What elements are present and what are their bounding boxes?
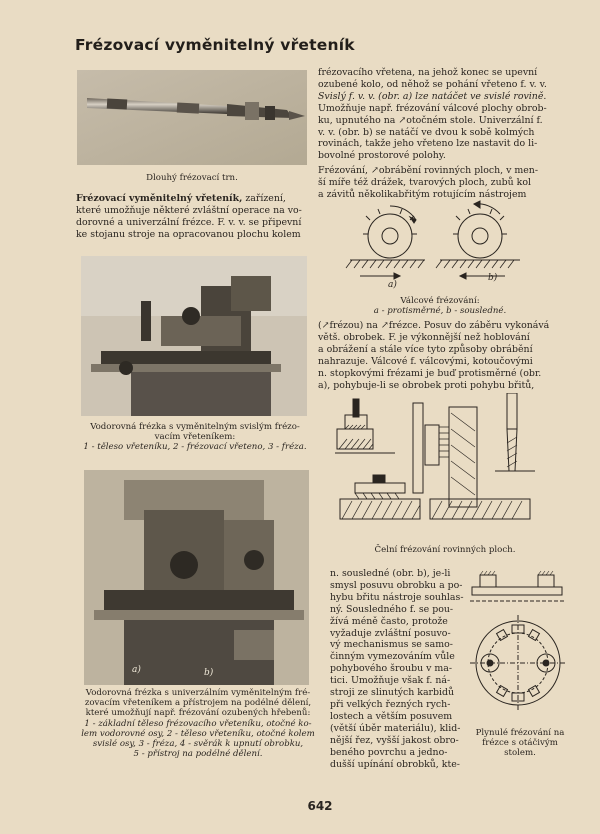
text-line: a), pohybuje-li se obrobek proti pohybu břitů, <box>318 379 535 391</box>
text-line: při velkých řezných rych- <box>330 698 451 710</box>
machine-image-b <box>84 470 309 685</box>
text-line: Svislý f. v. v. (obr. a) lze natáčet ve svislé rovině. <box>318 90 547 102</box>
machine-photo-b <box>84 470 309 685</box>
arbor-photo <box>77 70 307 165</box>
text-line: vyžaduje zvláštní posuvo- <box>330 627 451 639</box>
text-line: a obrážení a stále více tyto způsoby obrábění <box>318 343 533 355</box>
caption-line: a - protisměrné, b - sousledné. <box>373 306 507 317</box>
caption-line: frézce s otáčivým <box>482 738 558 749</box>
arbor-caption: Dlouhý frézovací trn. <box>146 173 238 183</box>
caption-line: Válcové frézování: <box>400 296 480 306</box>
machine-caption-b <box>80 688 316 759</box>
caption-line: Vodorovná frézka s univerzálním vyměnitelným fré- <box>85 688 311 698</box>
photo-label-a: a) <box>132 665 141 675</box>
caption-line: vacím vřeteníkem: <box>154 432 236 443</box>
text-line: (↗frézou) na ↗frézce. Posuv do záběru vykonává <box>318 320 550 331</box>
caption-line: zovacím vřeteníkem a přístrojem na podélné dělení, <box>84 698 312 709</box>
fig-label-a: a) <box>388 280 397 290</box>
text-line: větš. obrobek. F. je výkonnější než hoblování <box>318 331 530 343</box>
cylindrical-milling-diagram <box>340 200 540 300</box>
rotary-table-caption <box>468 728 572 759</box>
text-line: pohybového šroubu v ma- <box>330 663 453 675</box>
text-line: rovinách, takže jeho vřeteno lze nastavit do li- <box>318 138 538 150</box>
page-number: 642 <box>307 799 333 813</box>
text-line: nahrazuje. Válcové f. válcovými, kotoučovými <box>318 355 533 367</box>
text-line: (větší úběr materiálu), klid- <box>330 722 461 734</box>
text-line: nější řez, vyšší jakost obro- <box>330 734 459 746</box>
caption-line: Vodorovná frézka s vyměnitelným svislým frézo- <box>90 422 300 432</box>
face-milling-diagram <box>335 393 555 528</box>
text-line: smysl posuvu obrobku a po- <box>330 579 463 591</box>
right-paragraph-bottom <box>330 568 470 770</box>
text-line: hybu břitu nástroje souhlas- <box>330 591 464 603</box>
text-line: lostech a větším posuvem <box>330 710 453 722</box>
text-line: ší míře též drážek, tvarových ploch, zubů kol <box>318 176 531 188</box>
text-line: ozubené kolo, od něhož se pohání vřeteno f. v. v. <box>318 78 547 90</box>
caption-line: svislé osy, 3 - fréza, 4 - svěrák k upnutí obrobku, <box>92 739 304 750</box>
caption-line: stolem. <box>504 748 536 759</box>
photo-label-b: b) <box>204 668 214 678</box>
machine-caption-a <box>78 422 312 453</box>
text-line: a závitů několikabřitým rotujícím nástrojem <box>318 188 527 200</box>
text-line: dušší upínání obrobků, kte- <box>330 758 460 770</box>
text-line: beného povrchu a jedno- <box>330 746 448 758</box>
text-line: ku, upnutého na ↗otočném stole. Univerzální f. <box>318 114 543 126</box>
left-paragraph-line: dorovné a univerzální frézce. F. v. v. se připevní <box>76 216 302 228</box>
arbor-image <box>77 70 307 165</box>
text-line: ný. Sousledného f. se pou- <box>330 603 454 615</box>
caption-line: které umožňují např. frézování ozubených hřebenů: <box>85 708 311 719</box>
text-line: vý mechanismus se samo- <box>330 639 453 651</box>
caption-line: Plynulé frézování na <box>475 728 565 738</box>
left-paragraph-head: Frézovací vyměnitelný vřeteník, <box>76 193 243 204</box>
text-line: n. sousledné (obr. b), je-li <box>330 568 451 579</box>
rotary-table-diagram <box>470 565 570 720</box>
left-paragraph-line: zařízení, <box>242 193 286 204</box>
right-paragraph-frezovani <box>318 165 555 201</box>
text-line: frézovacího vřetena, na jehož konec se upevní <box>318 67 538 78</box>
page-title: Frézovací vyměnitelný vřeteník <box>75 36 355 54</box>
text-line: Frézování, ↗obrábění rovinných ploch, v men- <box>318 165 539 176</box>
fig-label-b: b) <box>488 273 498 283</box>
caption-line: 1 - těleso vřeteníku, 2 - frézovací vřeteno, 3 - fréza. <box>83 442 307 453</box>
left-paragraph-line: které umožňuje některé zvláštní operace na vo- <box>76 204 302 216</box>
right-paragraph-mid <box>318 320 555 391</box>
left-paragraph <box>76 193 308 241</box>
caption-line: 5 - přístroj na podélné dělení. <box>133 749 263 760</box>
left-paragraph-line: ke stojanu stroje na opracovanou plochu kolem <box>76 228 301 240</box>
right-paragraph-top <box>318 67 555 162</box>
cylindrical-caption <box>330 296 550 316</box>
text-line: Umožňuje např. frézování válcové plochy obrob- <box>318 102 547 114</box>
text-line: bovolné prostorové polohy. <box>318 150 446 162</box>
machine-photo-a <box>81 256 307 416</box>
face-milling-caption: Čelní frézování rovinných ploch. <box>374 545 516 555</box>
text-line: n. stopkovými frézami je buď protisměrné (obr. <box>318 367 542 379</box>
text-line: žívá méně často, protože <box>330 615 448 627</box>
caption-line: lem vodorovné osy, 2 - těleso vřeteníku, otočné kolem <box>81 728 315 739</box>
text-line: v. v. (obr. b) se natáčí ve dvou k sobě kolmých <box>318 126 535 138</box>
text-line: tici. Umožňuje však f. ná- <box>330 675 451 687</box>
text-line: činným vymezováním vůle <box>330 651 455 663</box>
text-line: stroji ze slinutých karbidů <box>330 687 455 699</box>
caption-line: 1 - základní těleso frézovacího vřeteníku, otočné ko- <box>84 718 312 729</box>
machine-image-a <box>81 256 307 416</box>
